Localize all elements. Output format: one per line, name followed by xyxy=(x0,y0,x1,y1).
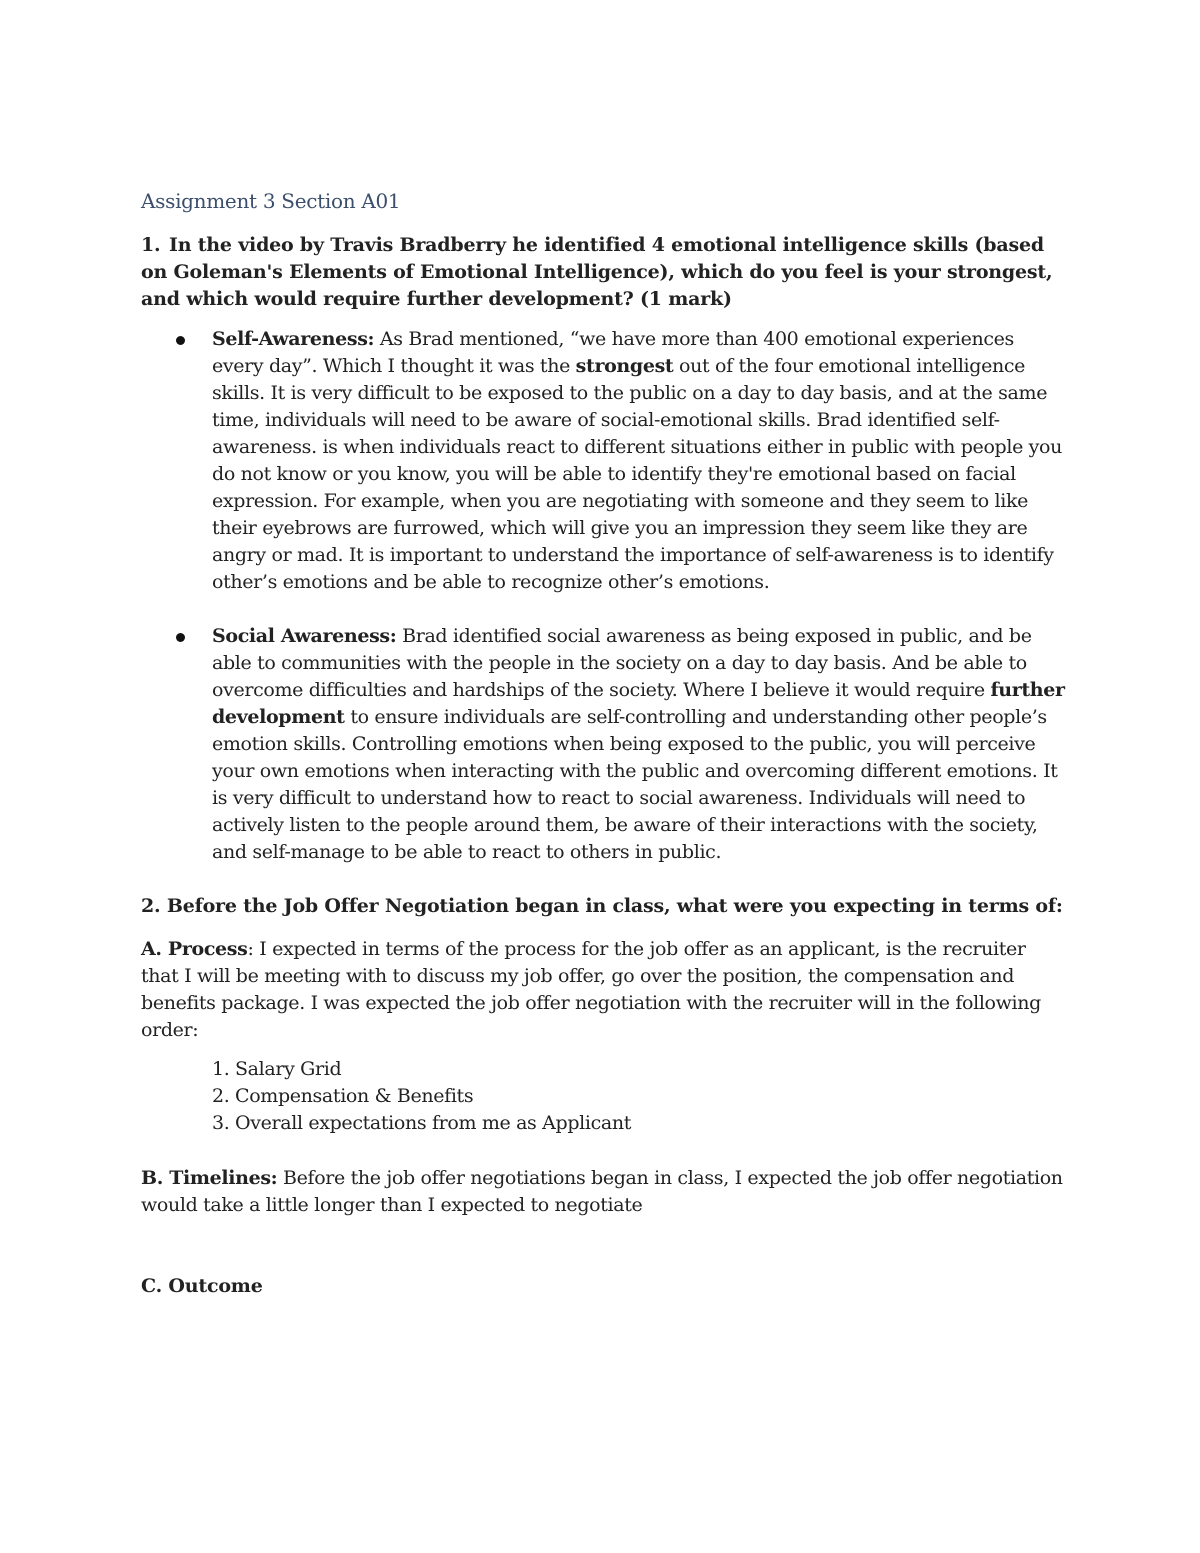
timelines-paragraph xyxy=(141,1165,1066,1219)
bullet-dot-icon xyxy=(176,336,185,345)
timelines-label: B. Timelines: xyxy=(141,1167,278,1189)
outcome-heading: C. Outcome xyxy=(141,1275,263,1297)
list-item-text: Compensation & Benefits xyxy=(235,1085,474,1107)
negotiation-order-list xyxy=(141,1056,1066,1137)
list-item xyxy=(141,1056,1066,1083)
skills-bullet-list xyxy=(141,326,1066,866)
question-2: 2. Before the Job Offer Negotiation began in class, what were you expecting in terms of: xyxy=(141,895,1063,917)
document-page xyxy=(141,186,1066,1300)
process-text: : I expected in terms of the process for the job offer as an applicant, is the recruiter that I will be meeting with to discuss my job offer, go over the position, the compensation and benefits package. I was expected the job offer negotiation with the recruiter will in the following order: xyxy=(141,938,1041,1041)
question-1 xyxy=(141,232,1066,313)
process-paragraph xyxy=(141,936,1066,1044)
timelines-text: Before the job offer negotiations began in class, I expected the job offer negotiation would take a little longer than I expected to negotiate xyxy=(141,1167,1063,1216)
bullet-text-a: As Brad mentioned, “we have more than 400 emotional experiences every day”. Which I thought it was the xyxy=(212,328,1014,377)
bullet-label: Self-Awareness: xyxy=(212,328,375,350)
bullet-social-awareness xyxy=(141,623,1066,866)
list-item xyxy=(141,1110,1066,1137)
list-item xyxy=(141,1083,1066,1110)
list-item-number: 2. xyxy=(212,1085,230,1107)
question-1-text: In the video by Travis Bradberry he identified 4 emotional intelligence skills (based on Goleman's Elements of Emotional Intelligence), which do you feel is your strongest, and which would require further development? (1 mark) xyxy=(141,234,1053,310)
process-label: A. Process xyxy=(141,938,248,960)
document-title: Assignment 3 Section A01 xyxy=(141,189,401,213)
bullet-text-a: Brad identified social awareness as being exposed in public, and be able to communities with the people in the society on a day to day basis. And be able to overcome difficulties and hardships of the society. Where I believe it would require xyxy=(212,625,1032,701)
bullet-label: Social Awareness: xyxy=(212,625,397,647)
list-item-number: 1. xyxy=(212,1058,230,1080)
bullet-emphasis: further development xyxy=(212,679,1065,728)
bullet-text-b: to ensure individuals are self-controlling and understanding other people’s emotion skills. Controlling emotions when being exposed to the public, you will perceive your own emotions when interacting with the public and overcoming different emotions. It is very difficult to understand how to react to social awareness. Individuals will need to actively listen to the people around them, be aware of their interactions with the society, and self-manage to be able to react to others in public. xyxy=(212,706,1058,863)
list-item-number: 3. xyxy=(212,1112,230,1134)
bullet-emphasis: strongest xyxy=(575,355,674,377)
list-item-text: Salary Grid xyxy=(235,1058,342,1080)
bullet-dot-icon xyxy=(176,633,185,642)
list-item-text: Overall expectations from me as Applicant xyxy=(235,1112,632,1134)
bullet-self-awareness xyxy=(141,326,1066,596)
question-1-number: 1. xyxy=(141,234,161,256)
bullet-text-b: out of the four emotional intelligence skills. It is very difficult to be exposed to the public on a day to day basis, and at the same time, individuals will need to be aware of social-emotional skills. Brad identified self-awareness. is when individuals react to different situations either in public with people you do not know or you know, you will be able to identify they're emotional based on facial expression. For example, when you are negotiating with someone and they seem to like their eyebrows are furrowed, which will give you an impression they seem like they are angry or mad. It is important to understand the importance of self-awareness is to identify other’s emotions and be able to recognize other’s emotions. xyxy=(212,355,1063,593)
